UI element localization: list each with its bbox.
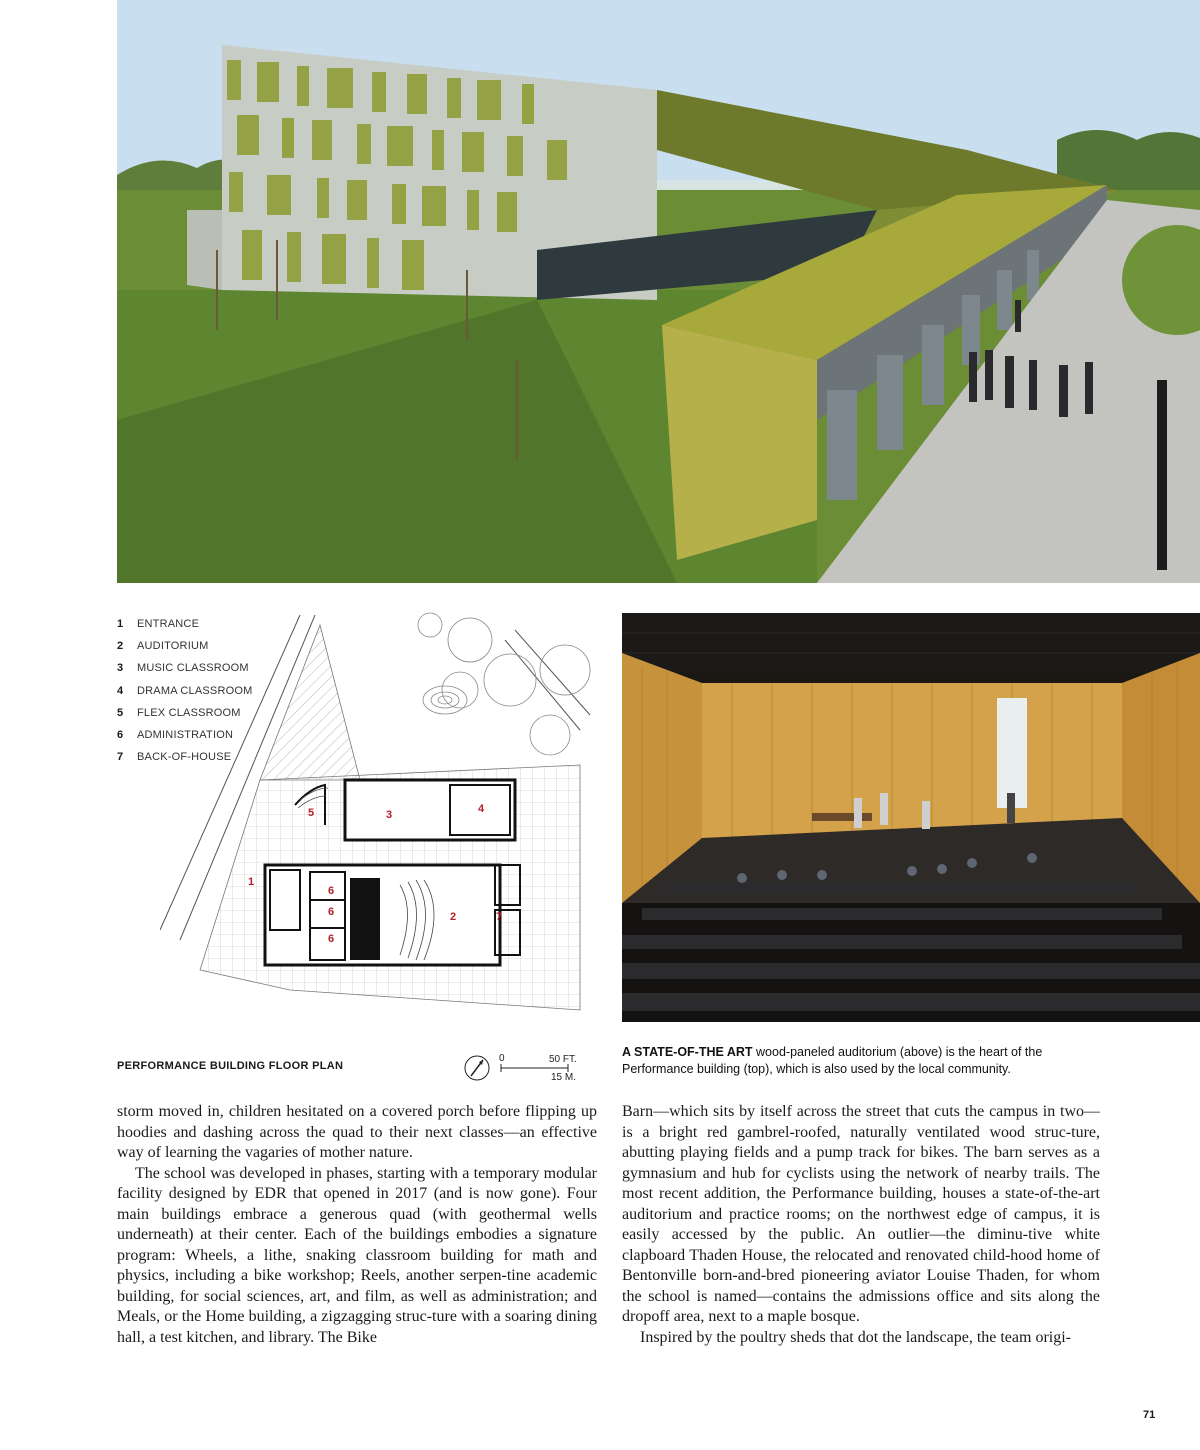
- page-number: 71: [1143, 1409, 1156, 1421]
- legend-number: 2: [117, 640, 124, 653]
- body-paragraph: Barn—which sits by itself across the street that cuts the campus in two—is a bright red gambrel-roofed, naturally ventilated wood struc-ture, abutting playing fields and a pump track for bikes. The barn serves as a gymnasium and hub for cyclists using the network of nearby trails. The most recent addition, the Performance building, houses a state-of-the-art auditorium and practice rooms; on the northwest edge of campus, it is easily accessed by the public. An outlier—the diminu-tive white clapboard Thaden House, the relocated and renovated child-hood home of Bentonville born-and-bred pioneering aviator Louise Thaden, for whom the school is named—contains the admissions office and sits along the dropoff area, next to a maple bosque.: [622, 1103, 1100, 1325]
- room-number: 1: [248, 876, 255, 888]
- auditorium-photo: [622, 613, 1200, 1022]
- legend-number: 4: [117, 684, 124, 697]
- legend-label: FLEX CLASSROOM: [137, 706, 241, 719]
- legend-label: MUSIC CLASSROOM: [137, 662, 249, 675]
- body-column-right: [622, 1102, 1100, 1348]
- body-paragraph: Inspired by the poultry sheds that dot the landscape, the team origi-: [640, 1328, 1071, 1346]
- building-exterior-illustration: [117, 0, 1200, 583]
- legend-number: 6: [117, 729, 124, 742]
- body-paragraph: The school was developed in phases, starting with a temporary modular facility designed by EDR that opened in 2017 (and is now gone). Four main buildings embrace a generous quad (with geothermal wells underneath) at their center. Each of the buildings embodies a signature program: Wheels, a lithe, snaking classroom building for math and physics, including a bike workshop; Reels, another serpen-tine academic building, for social sciences, art, and film, as well as administration; and Meals, or the Home building, a zigzagging struc-ture with a soaring dining hall, a test kitchen, and library. The Bike: [117, 1164, 597, 1346]
- room-number: 6: [328, 885, 335, 897]
- scale-zero: 0: [499, 1053, 505, 1064]
- legend-label: ADMINISTRATION: [137, 729, 234, 742]
- auditorium-caption: [622, 1044, 1100, 1078]
- room-number: 3: [386, 809, 393, 821]
- scale-feet: 50 FT.: [549, 1054, 577, 1065]
- body-column-left: [117, 1102, 597, 1348]
- floor-plan-caption: PERFORMANCE BUILDING FLOOR PLAN: [117, 1060, 344, 1072]
- legend-number: 1: [117, 618, 124, 631]
- legend-label: AUDITORIUM: [137, 640, 209, 653]
- north-arrow-icon: [465, 1056, 489, 1080]
- caption-lead: A STATE-OF-THE ART: [622, 1045, 753, 1059]
- hero-photo: [117, 0, 1200, 583]
- scale-bar: [463, 1050, 593, 1084]
- legend-label: ENTRANCE: [137, 618, 200, 631]
- legend-label: BACK-OF-HOUSE: [137, 751, 232, 764]
- room-number: 6: [328, 906, 335, 918]
- room-number: 2: [450, 911, 457, 923]
- caption-text: wood-paneled auditorium (above) is the heart of the Performance building (top), which is also used by the local community.: [622, 1045, 1043, 1076]
- legend-number: 7: [117, 751, 124, 764]
- room-number: 4: [478, 803, 485, 815]
- room-number: 5: [308, 807, 315, 819]
- room-number: 6: [328, 933, 335, 945]
- floor-plan-drawing: [160, 610, 600, 1040]
- legend-number: 5: [117, 706, 124, 719]
- body-paragraph: storm moved in, children hesitated on a covered porch before flipping up hoodies and dashing across the quad to their next classes—an effective way of learning the vagaries of mother nature.: [117, 1103, 597, 1161]
- scale-meters: 15 M.: [551, 1072, 577, 1083]
- legend-label: DRAMA CLASSROOM: [137, 684, 253, 697]
- auditorium-illustration: [622, 613, 1200, 1022]
- room-number: 7: [496, 911, 503, 923]
- legend-number: 3: [117, 662, 124, 675]
